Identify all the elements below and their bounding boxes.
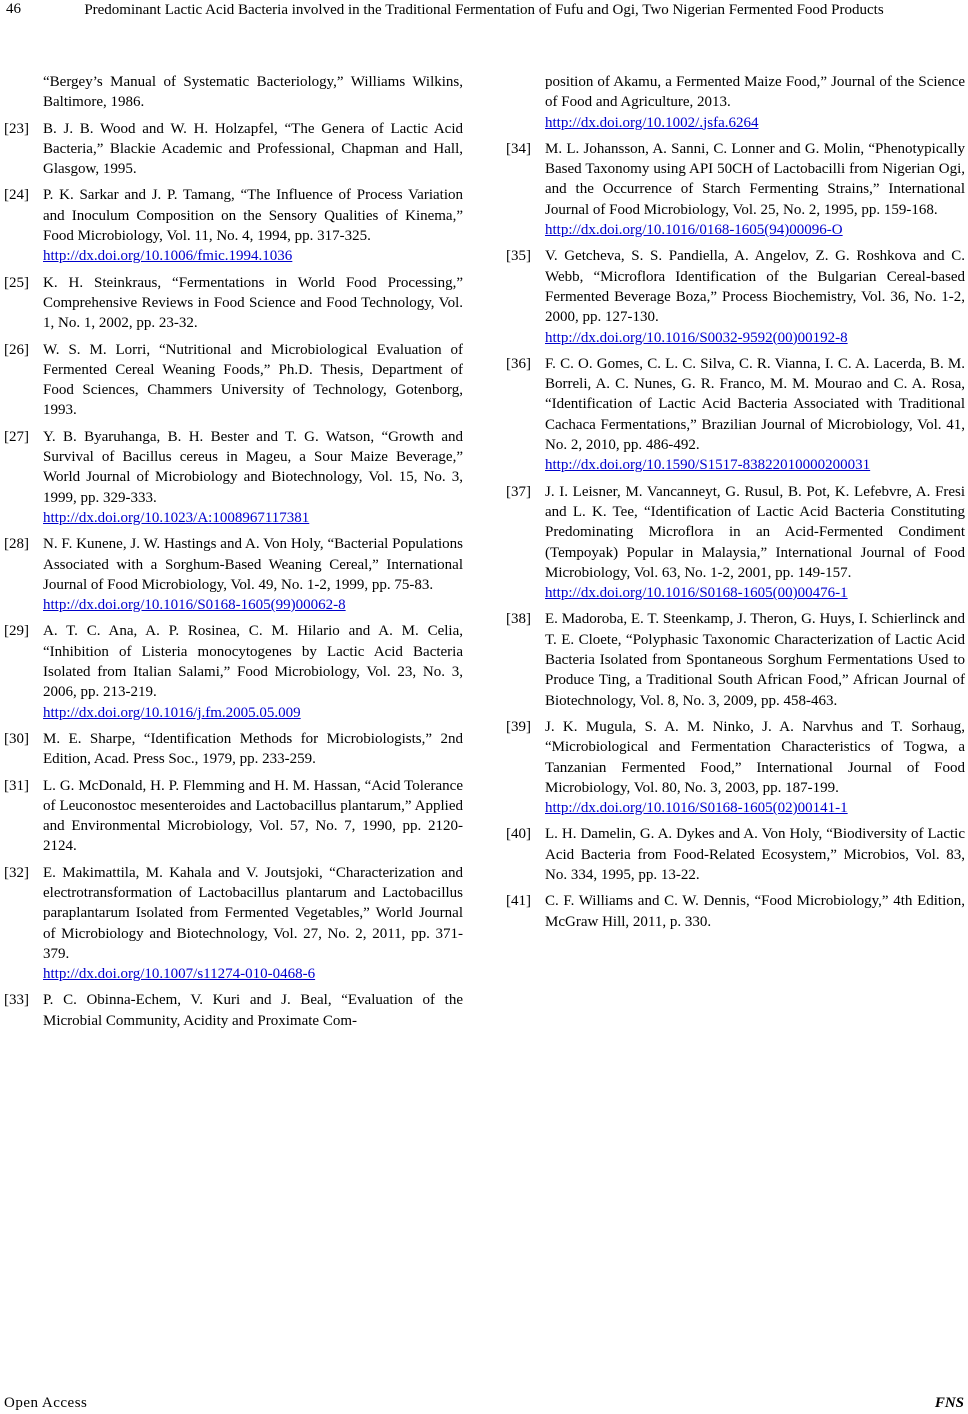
right-column	[506, 72, 965, 938]
reference-text: L. G. McDonald, H. P. Flemming and H. M. Hassan, “Acid Tolerance of Leuconostoc mesenteroides and Lactobacillus plantarum,” Applied and Environmental Microbiology, Vol. 57, No. 7, 1990, pp. 2120-2124.	[43, 777, 463, 855]
reference-number: [26]	[4, 341, 29, 358]
reference-number: [39]	[506, 718, 531, 735]
reference-text: J. I. Leisner, M. Vancanneyt, G. Rusul, B. Pot, K. Lefebvre, A. Fresi and L. K. Tee, “Identification of Lactic Acid Bacteria Constituting Predominating Microflora in an Acid-Fermented Condiment (Tempoyak) Popular in Malaysia,” International Journal of Food Microbiology, Vol. 63, No. 1-2, 2001, pp. 149-157.	[545, 483, 965, 581]
reference-link[interactable]: http://dx.doi.org/10.1590/S1517-83822010000200031	[545, 457, 871, 474]
reference-item	[506, 354, 965, 476]
page-footer	[0, 1394, 968, 1414]
reference-continuation	[506, 72, 965, 133]
reference-item	[4, 427, 463, 528]
reference-number: [36]	[506, 355, 531, 372]
reference-item	[4, 340, 463, 421]
left-reference-list	[4, 119, 463, 1031]
reference-number: [41]	[506, 893, 531, 910]
reference-text: N. F. Kunene, J. W. Hastings and A. Von Holy, “Bacterial Populations Associated with a Sorghum-Based Weaning Cereal,” International Journal of Food Microbiology, Vol. 49, No. 1-2, 1999, pp. 75-83.	[43, 536, 463, 593]
reference-item	[4, 273, 463, 334]
reference-item	[4, 119, 463, 180]
reference-text: M. E. Sharpe, “Identification Methods for Microbiologists,” 2nd Edition, Acad. Press Soc., 1979, pp. 233-259.	[43, 730, 463, 768]
reference-item	[4, 621, 463, 722]
reference-number: [34]	[506, 140, 531, 157]
reference-link[interactable]: http://dx.doi.org/10.1016/S0168-1605(02)00141-1	[545, 800, 848, 817]
running-title: Predominant Lactic Acid Bacteria involved in the Traditional Fermentation of Fufu and Ogi, Two Nigerian Fermented Food Products	[84, 2, 884, 18]
reference-number: [38]	[506, 611, 531, 628]
reference-text: J. K. Mugula, S. A. M. Ninko, J. A. Narvhus and T. Sorhaug, “Microbiological and Fermentation Characteristics of Togwa, a Tanzanian Fermented Food,” International Journal of Food Microbiology, Vol. 80, No. 3, 2003, pp. 187-199.	[545, 718, 965, 796]
reference-item	[4, 776, 463, 857]
reference-number: [29]	[4, 623, 29, 640]
journal-abbrev: FNS	[934, 1395, 964, 1411]
reference-text: E. Makimattila, M. Kahala and V. Joutsjoki, “Characterization and electrotransformation of Lactobacillus plantarum and Lactobacillus paraplantarum Isolated from Fermented Vegetables,” World Journal of Microbiology and Biotechnology, Vol. 27, No. 2, 2011, pp. 371-379.	[43, 864, 463, 962]
reference-text: L. H. Damelin, G. A. Dykes and A. Von Holy, “Biodiversity of Lactic Acid Bacteria from Food-Related Ecosystem,” Microbios, Vol. 83, No. 334, 1995, pp. 13-22.	[545, 826, 965, 883]
reference-link[interactable]: http://dx.doi.org/10.1016/j.fm.2005.05.009	[43, 704, 301, 721]
reference-link[interactable]: http://dx.doi.org/10.1016/0168-1605(94)00096-O	[545, 222, 843, 239]
reference-link[interactable]: http://dx.doi.org/10.1006/fmic.1994.1036	[43, 248, 293, 265]
reference-link[interactable]: http://dx.doi.org/10.1016/S0168-1605(99)00062-8	[43, 597, 346, 614]
reference-item	[506, 609, 965, 710]
reference-text: P. K. Sarkar and J. P. Tamang, “The Influence of Process Variation and Inoculum Composition on the Sensory Qualities of Kinema,” Food Microbiology, Vol. 11, No. 4, 1994, pp. 317-325.	[43, 187, 463, 245]
continuation-text: position of Akamu, a Fermented Maize Food,” Journal of the Science of Food and Agriculture, 2013.	[545, 74, 965, 111]
reference-text: F. C. O. Gomes, C. L. C. Silva, C. R. Vianna, I. C. A. Lacerda, B. M. Borreli, A. C. Nunes, G. R. Franco, M. M. Mourao and C. A. Rosa, “Identification of Lactic Acid Bacteria Associated with Traditional Cachaca Fermentations,” Brazilian Journal of Microbiology, Vol. 41, No. 2, 2010, pp. 486-492.	[545, 355, 965, 454]
reference-item	[506, 139, 965, 240]
reference-item	[4, 185, 463, 266]
reference-item	[4, 990, 463, 1031]
reference-number: [24]	[4, 187, 29, 204]
reference-number: [25]	[4, 274, 29, 291]
reference-text: V. Getcheva, S. S. Pandiella, A. Angelov, Z. G. Roshkova and C. Webb, “Microflora Identification of the Bulgarian Cereal-based Fermented Beverage Boza,” Process Biochemistry, Vol. 36, No. 1-2, 2000, pp. 127-130.	[545, 248, 965, 326]
reference-link[interactable]: http://dx.doi.org/10.1023/A:1008967117381	[43, 509, 310, 526]
reference-text: B. J. B. Wood and W. H. Holzapfel, “The Genera of Lactic Acid Bacteria,” Blackie Academic and Professional, Chapman and Hall, Glasgow, 1995.	[43, 120, 463, 178]
reference-link[interactable]: http://dx.doi.org/10.1016/S0168-1605(00)00476-1	[545, 585, 848, 602]
reference-item	[4, 729, 463, 770]
reference-number: [32]	[4, 864, 29, 881]
reference-item	[506, 246, 965, 347]
reference-number: [23]	[4, 120, 29, 137]
reference-text: K. H. Steinkraus, “Fermentations in World Food Processing,” Comprehensive Reviews in Food Science and Food Technology, Vol. 1, No. 1, 2002, pp. 23-32.	[43, 274, 463, 332]
reference-item	[506, 824, 965, 885]
reference-number: [28]	[4, 536, 29, 553]
reference-item	[506, 482, 965, 604]
reference-continuation: “Bergey’s Manual of Systematic Bacteriology,” Williams Wilkins, Baltimore, 1986.	[43, 74, 463, 111]
reference-item	[4, 534, 463, 615]
reference-number: [30]	[4, 730, 29, 747]
reference-text: W. S. M. Lorri, “Nutritional and Microbiological Evaluation of Fermented Cereal Weaning Foods,” Ph.D. Thesis, Department of Food Sciences, Chammers University of Technology, Gotenborg, 1993.	[43, 341, 463, 419]
reference-number: [35]	[506, 248, 531, 265]
reference-number: [27]	[4, 428, 29, 445]
reference-text: C. F. Williams and C. W. Dennis, “Food Microbiology,” 4th Edition, McGraw Hill, 2011, p. 330.	[545, 893, 965, 930]
reference-text: M. L. Johansson, A. Sanni, C. Lonner and G. Molin, “Phenotypically Based Taxonomy using API 50CH of Lactobacilli from Nigerian Ogi, and the Occurrence of Starch Fermenting Strains,” International Journal of Food Microbiology, Vol. 25, No. 2, 1995, pp. 159-168.	[545, 140, 965, 218]
left-column	[4, 72, 463, 1037]
reference-text: A. T. C. Ana, A. P. Rosinea, C. M. Hilario and A. M. Celia, “Inhibition of Listeria monocytogenes by Lactic Acid Bacteria Isolated from Italian Salami,” Food Microbiology, Vol. 23, No. 3, 2006, pp. 213-219.	[43, 623, 463, 701]
reference-text: E. Madoroba, E. T. Steenkamp, J. Theron, G. Huys, I. Schierlinck and T. E. Cloete, “Polyphasic Taxonomic Characterization of Lactic Acid Bacteria Isolated from Spontaneous Sorghum Fermentations Used to Produce Ting, a Traditional South African Food,” African Journal of Biotechnology, Vol. 8, No. 3, 2009, pp. 458-463.	[545, 611, 965, 709]
reference-link[interactable]: http://dx.doi.org/10.1002/.jsfa.6264	[545, 114, 759, 131]
reference-item	[506, 717, 965, 818]
reference-text: Y. B. Byaruhanga, B. H. Bester and T. G. Watson, “Growth and Survival of Bacillus cereus in Mageu, a Sour Maize Beverage,” World Journal of Microbiology and Biotechnology, Vol. 15, No. 3, 1999, pp. 329-333.	[43, 428, 463, 506]
reference-number: [37]	[506, 483, 531, 500]
reference-item	[4, 863, 463, 985]
reference-number: [33]	[4, 992, 29, 1009]
reference-link[interactable]: http://dx.doi.org/10.1016/S0032-9592(00)00192-8	[545, 329, 848, 346]
reference-text: P. C. Obinna-Echem, V. Kuri and J. Beal, “Evaluation of the Microbial Community, Acidity and Proximate Com-	[43, 992, 463, 1029]
reference-link[interactable]: http://dx.doi.org/10.1007/s11274-010-0468-6	[43, 966, 316, 983]
right-reference-list	[506, 139, 965, 932]
open-access-label: Open Access	[4, 1395, 88, 1411]
page-number: 46	[6, 1, 21, 17]
reference-number: [40]	[506, 826, 531, 843]
reference-number: [31]	[4, 777, 29, 794]
reference-item	[506, 891, 965, 932]
